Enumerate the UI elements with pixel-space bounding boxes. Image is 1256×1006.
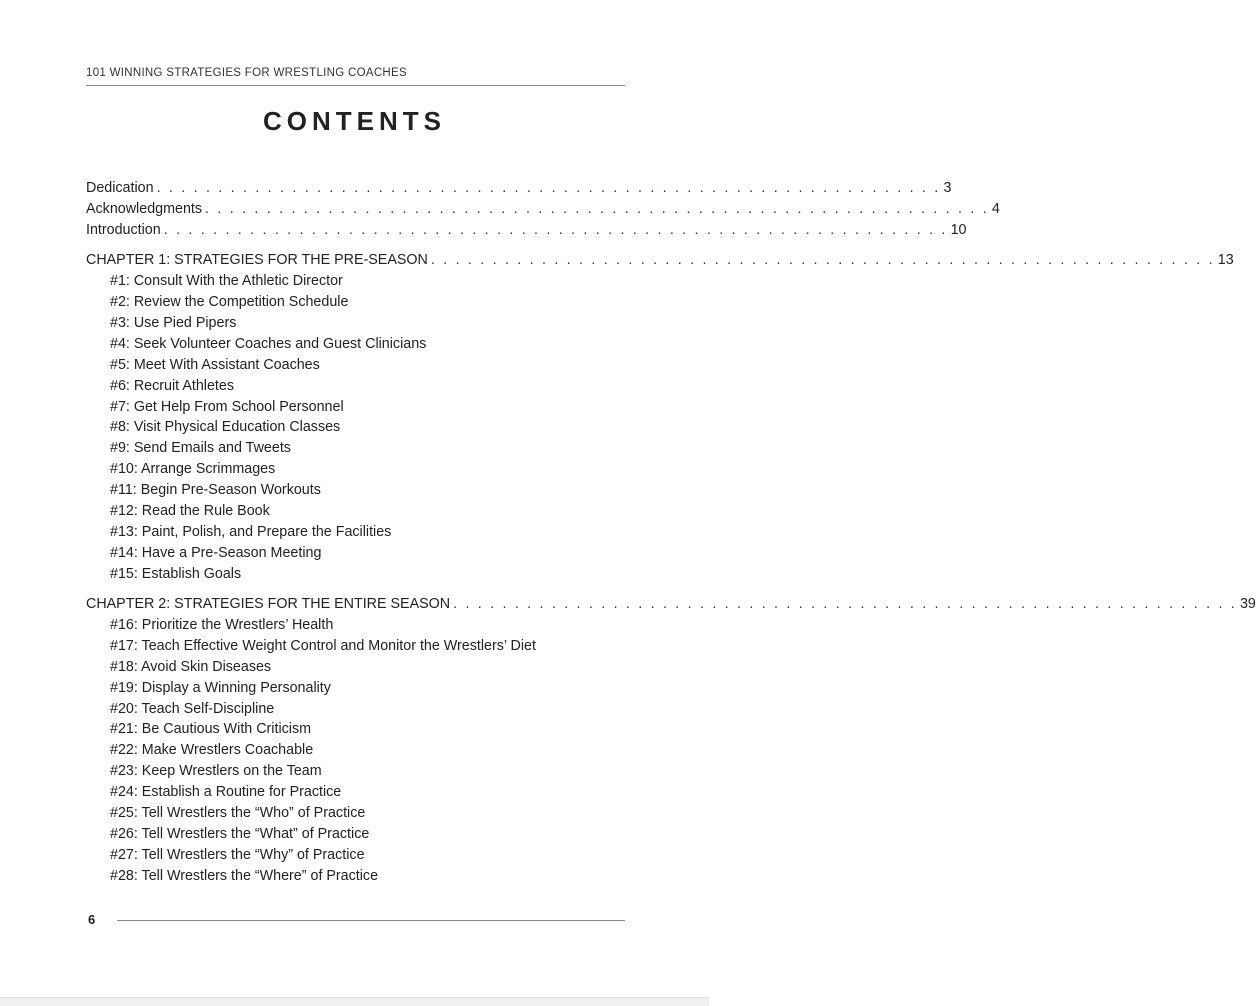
toc-entry: #11: Begin Pre-Season Workouts	[110, 482, 321, 499]
toc-entry: #8: Visit Physical Education Classes	[110, 419, 341, 436]
toc-entry: #27: Tell Wrestlers the “Why” of Practice	[110, 846, 365, 863]
leader-dots: . . . . . . . . . . . . . . . . . . . . . . . . . . . . . . . . . . . . . . . . . . . . . . . . . . . . . . . . . . . . . . . .	[163, 221, 948, 238]
toc-entry: #2: Review the Competition Schedule	[110, 294, 349, 311]
toc-front-introduction	[86, 220, 967, 241]
toc-entry: #9: Send Emails and Tweets	[110, 440, 291, 457]
spacer	[86, 585, 556, 595]
leader-dots: . . . . . . . . . . . . . . . . . . . . . . . . . . . . . . . . . . . . . . . . . . . . . . . . . . . . . . . . . . . . . . . .	[156, 180, 941, 196]
toc-entry: #13: Paint, Polish, and Prepare the Facilities	[110, 523, 392, 540]
toc-entry: #24: Establish a Routine for Practice	[110, 784, 342, 801]
toc-entry: #1: Consult With the Athletic Director	[110, 273, 343, 290]
toc-label: Introduction	[86, 221, 161, 238]
footer-rule	[117, 920, 625, 921]
toc-page-number: 39	[1239, 596, 1256, 613]
leader-dots: . . . . . . . . . . . . . . . . . . . . . . . . . . . . . . . . . . . . . . . . . . . . . . . . . . . . . . . . . . . . . . . .	[453, 596, 1237, 613]
toc-entry: #17: Teach Effective Weight Control and Monitor the Wrestlers’ Diet	[110, 637, 536, 654]
toc-entry: #10: Arrange Scrimmages	[110, 461, 276, 478]
toc-front-dedication	[86, 178, 952, 199]
toc-entry: #26: Tell Wrestlers the “What” of Practice	[110, 825, 370, 842]
toc-label: Acknowledgments	[86, 200, 203, 217]
toc-page-number: 10	[950, 221, 967, 238]
chapter-label: CHAPTER 2: STRATEGIES FOR THE ENTIRE SEASON	[86, 596, 451, 613]
toc-entry: #21: Be Cautious With Criticism	[110, 721, 312, 738]
leader-dots: . . . . . . . . . . . . . . . . . . . . . . . . . . . . . . . . . . . . . . . . . . . . . . . . . . . . . . . . . . . . . . . .	[430, 252, 1215, 269]
toc-label: Dedication	[86, 180, 154, 196]
toc-page-number: 3	[943, 180, 952, 196]
running-head: 101 WINNING STRATEGIES FOR WRESTLING COACHES	[86, 67, 407, 79]
toc-front-acknowledgments	[86, 199, 1000, 220]
toc-entry: #15: Establish Goals	[110, 565, 242, 582]
table-of-contents	[86, 178, 1256, 887]
toc-entry: #12: Read the Rule Book	[110, 502, 270, 519]
toc-entry: #23: Keep Wrestlers on the Team	[110, 763, 322, 780]
toc-entry: #5: Meet With Assistant Coaches	[110, 356, 320, 373]
toc-entry: #28: Tell Wrestlers the “Where” of Practice	[110, 867, 379, 884]
toc-page-number: 4	[991, 200, 1000, 217]
toc-entry: #6: Recruit Athletes	[110, 377, 234, 394]
toc-entry: #3: Use Pied Pipers	[110, 314, 237, 331]
toc-entry: #4: Seek Volunteer Coaches and Guest Clinicians	[110, 335, 427, 352]
toc-entry: #20: Teach Self-Discipline	[110, 700, 275, 717]
spacer	[86, 241, 556, 251]
toc-entry: #16: Prioritize the Wrestlers’ Health	[110, 617, 334, 633]
chapter-label: CHAPTER 1: STRATEGIES FOR THE PRE-SEASON	[86, 252, 428, 269]
toc-entry: #22: Make Wrestlers Coachable	[110, 742, 314, 759]
toc-chapter-2	[86, 594, 1256, 615]
toc-entry: #14: Have a Pre-Season Meeting	[110, 544, 322, 561]
toc-entry: #25: Tell Wrestlers the “Who” of Practice	[110, 805, 366, 822]
leader-dots: . . . . . . . . . . . . . . . . . . . . . . . . . . . . . . . . . . . . . . . . . . . . . . . . . . . . . . . . . . . . . . . .	[205, 200, 989, 217]
toc-entry: #7: Get Help From School Personnel	[110, 398, 344, 415]
page-number: 6	[88, 912, 96, 927]
viewer-bottom-edge	[0, 997, 709, 1006]
header-rule	[86, 85, 625, 86]
toc-page-number: 13	[1217, 252, 1234, 269]
page-title: CONTENTS	[263, 106, 446, 136]
toc-chapter-1	[86, 250, 1234, 271]
toc-entry: #19: Display a Winning Personality	[110, 679, 331, 696]
toc-entry: #18: Avoid Skin Diseases	[110, 658, 272, 675]
